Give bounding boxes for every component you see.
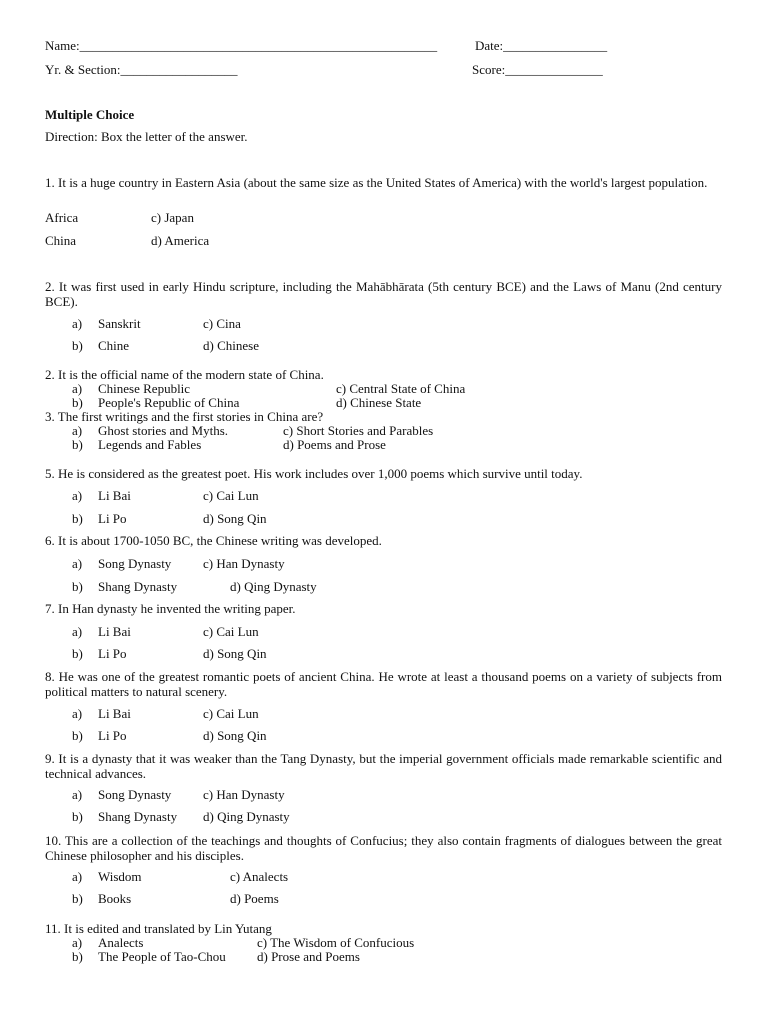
question-5: 5. He is considered as the greatest poet. His work includes over 1,000 poems which survive until today. xyxy=(45,466,583,481)
question-4: 3. The first writings and the first stories in China are? xyxy=(45,409,324,424)
option-letter: b) xyxy=(72,728,83,743)
option: Analects xyxy=(98,935,144,950)
name-field-label: Name:_______________________________________________________ xyxy=(45,38,438,53)
option-letter: a) xyxy=(72,556,83,571)
option: d) Song Qin xyxy=(203,646,267,661)
score-field-label: Score:_______________ xyxy=(472,62,603,77)
option-letter: b) xyxy=(72,338,83,353)
option: c) Central State of China xyxy=(336,381,466,396)
option: c) Short Stories and Parables xyxy=(283,423,434,438)
option: d) Qing Dynasty xyxy=(203,809,290,824)
option: Li Po xyxy=(98,728,127,743)
option: c) Cina xyxy=(203,316,241,331)
option-letter: b) xyxy=(72,395,83,410)
option-letter: b) xyxy=(72,891,83,906)
option: China xyxy=(45,233,77,248)
option-letter: a) xyxy=(72,706,83,721)
option: Ghost stories and Myths. xyxy=(98,423,228,438)
option: c) The Wisdom of Confucious xyxy=(257,935,415,950)
option: Chine xyxy=(98,338,130,353)
option-letter: a) xyxy=(72,488,83,503)
option: c) Cai Lun xyxy=(203,624,259,639)
option: Li Po xyxy=(98,511,127,526)
option: Legends and Fables xyxy=(98,437,202,452)
option-letter: b) xyxy=(72,646,83,661)
option: Chinese Republic xyxy=(98,381,191,396)
option: d) Song Qin xyxy=(203,511,267,526)
option: d) Poems and Prose xyxy=(283,437,386,452)
question-2: 2. It was first used in early Hindu scripture, including the Mahābhārata (5th century BCE) and the Laws of Manu (2nd century BCE). xyxy=(45,279,722,309)
option: Shang Dynasty xyxy=(98,579,178,594)
option-letter: a) xyxy=(72,935,83,950)
option: d) Prose and Poems xyxy=(257,949,360,964)
option-letter: a) xyxy=(72,624,83,639)
option: d) America xyxy=(151,233,210,248)
option: Shang Dynasty xyxy=(98,809,178,824)
option: c) Han Dynasty xyxy=(203,787,285,802)
option: Africa xyxy=(45,210,79,225)
option-letter: a) xyxy=(72,381,83,396)
option: c) Cai Lun xyxy=(203,488,259,503)
option: Song Dynasty xyxy=(98,787,172,802)
question-8: 8. He was one of the greatest romantic poets of ancient China. He wrote at least a thousand poems on a variety of subjects from political matters to natural scenery. xyxy=(45,669,722,699)
option-letter: b) xyxy=(72,579,83,594)
question-3: 2. It is the official name of the modern state of China. xyxy=(45,367,324,382)
option-letter: a) xyxy=(72,787,83,802)
option-letter: a) xyxy=(72,316,83,331)
option: d) Poems xyxy=(230,891,279,906)
option: c) Han Dynasty xyxy=(203,556,285,571)
section-field-label: Yr. & Section:__________________ xyxy=(45,62,238,77)
section-title: Multiple Choice xyxy=(45,107,135,122)
directions: Direction: Box the letter of the answer. xyxy=(45,129,248,144)
date-field-label: Date:________________ xyxy=(475,38,608,53)
option: c) Cai Lun xyxy=(203,706,259,721)
option: d) Chinese State xyxy=(336,395,422,410)
option: c) Analects xyxy=(230,869,289,884)
option: The People of Tao-Chou xyxy=(98,949,226,964)
option-letter: b) xyxy=(72,809,83,824)
option-letter: b) xyxy=(72,437,83,452)
option: Li Bai xyxy=(98,488,131,503)
question-6: 6. It is about 1700-1050 BC, the Chinese writing was developed. xyxy=(45,533,382,548)
option: Li Bai xyxy=(98,706,131,721)
question-11: 11. It is edited and translated by Lin Yutang xyxy=(45,921,272,936)
option: Sanskrit xyxy=(98,316,141,331)
option: d) Song Qin xyxy=(203,728,267,743)
question-7: 7. In Han dynasty he invented the writing paper. xyxy=(45,601,296,616)
option-letter: b) xyxy=(72,949,83,964)
option-letter: b) xyxy=(72,511,83,526)
option: Wisdom xyxy=(98,869,142,884)
option-letter: a) xyxy=(72,423,83,438)
option: Li Po xyxy=(98,646,127,661)
option-letter: a) xyxy=(72,869,83,884)
question-9: 9. It is a dynasty that it was weaker than the Tang Dynasty, but the imperial government officials made remarkable scientific and technical advances. xyxy=(45,751,722,781)
question-10: 10. This are a collection of the teachings and thoughts of Confucius; they also contain fragments of dialogues between the great Chinese philosopher and his disciples. xyxy=(45,833,722,863)
option: Li Bai xyxy=(98,624,131,639)
option: d) Chinese xyxy=(203,338,259,353)
option: d) Qing Dynasty xyxy=(230,579,317,594)
question-1: 1. It is a huge country in Eastern Asia (about the same size as the United States of America) with the world's largest population. xyxy=(45,175,708,190)
option: People's Republic of China xyxy=(98,395,240,410)
option: Books xyxy=(98,891,132,906)
option: c) Japan xyxy=(151,210,194,225)
option: Song Dynasty xyxy=(98,556,172,571)
